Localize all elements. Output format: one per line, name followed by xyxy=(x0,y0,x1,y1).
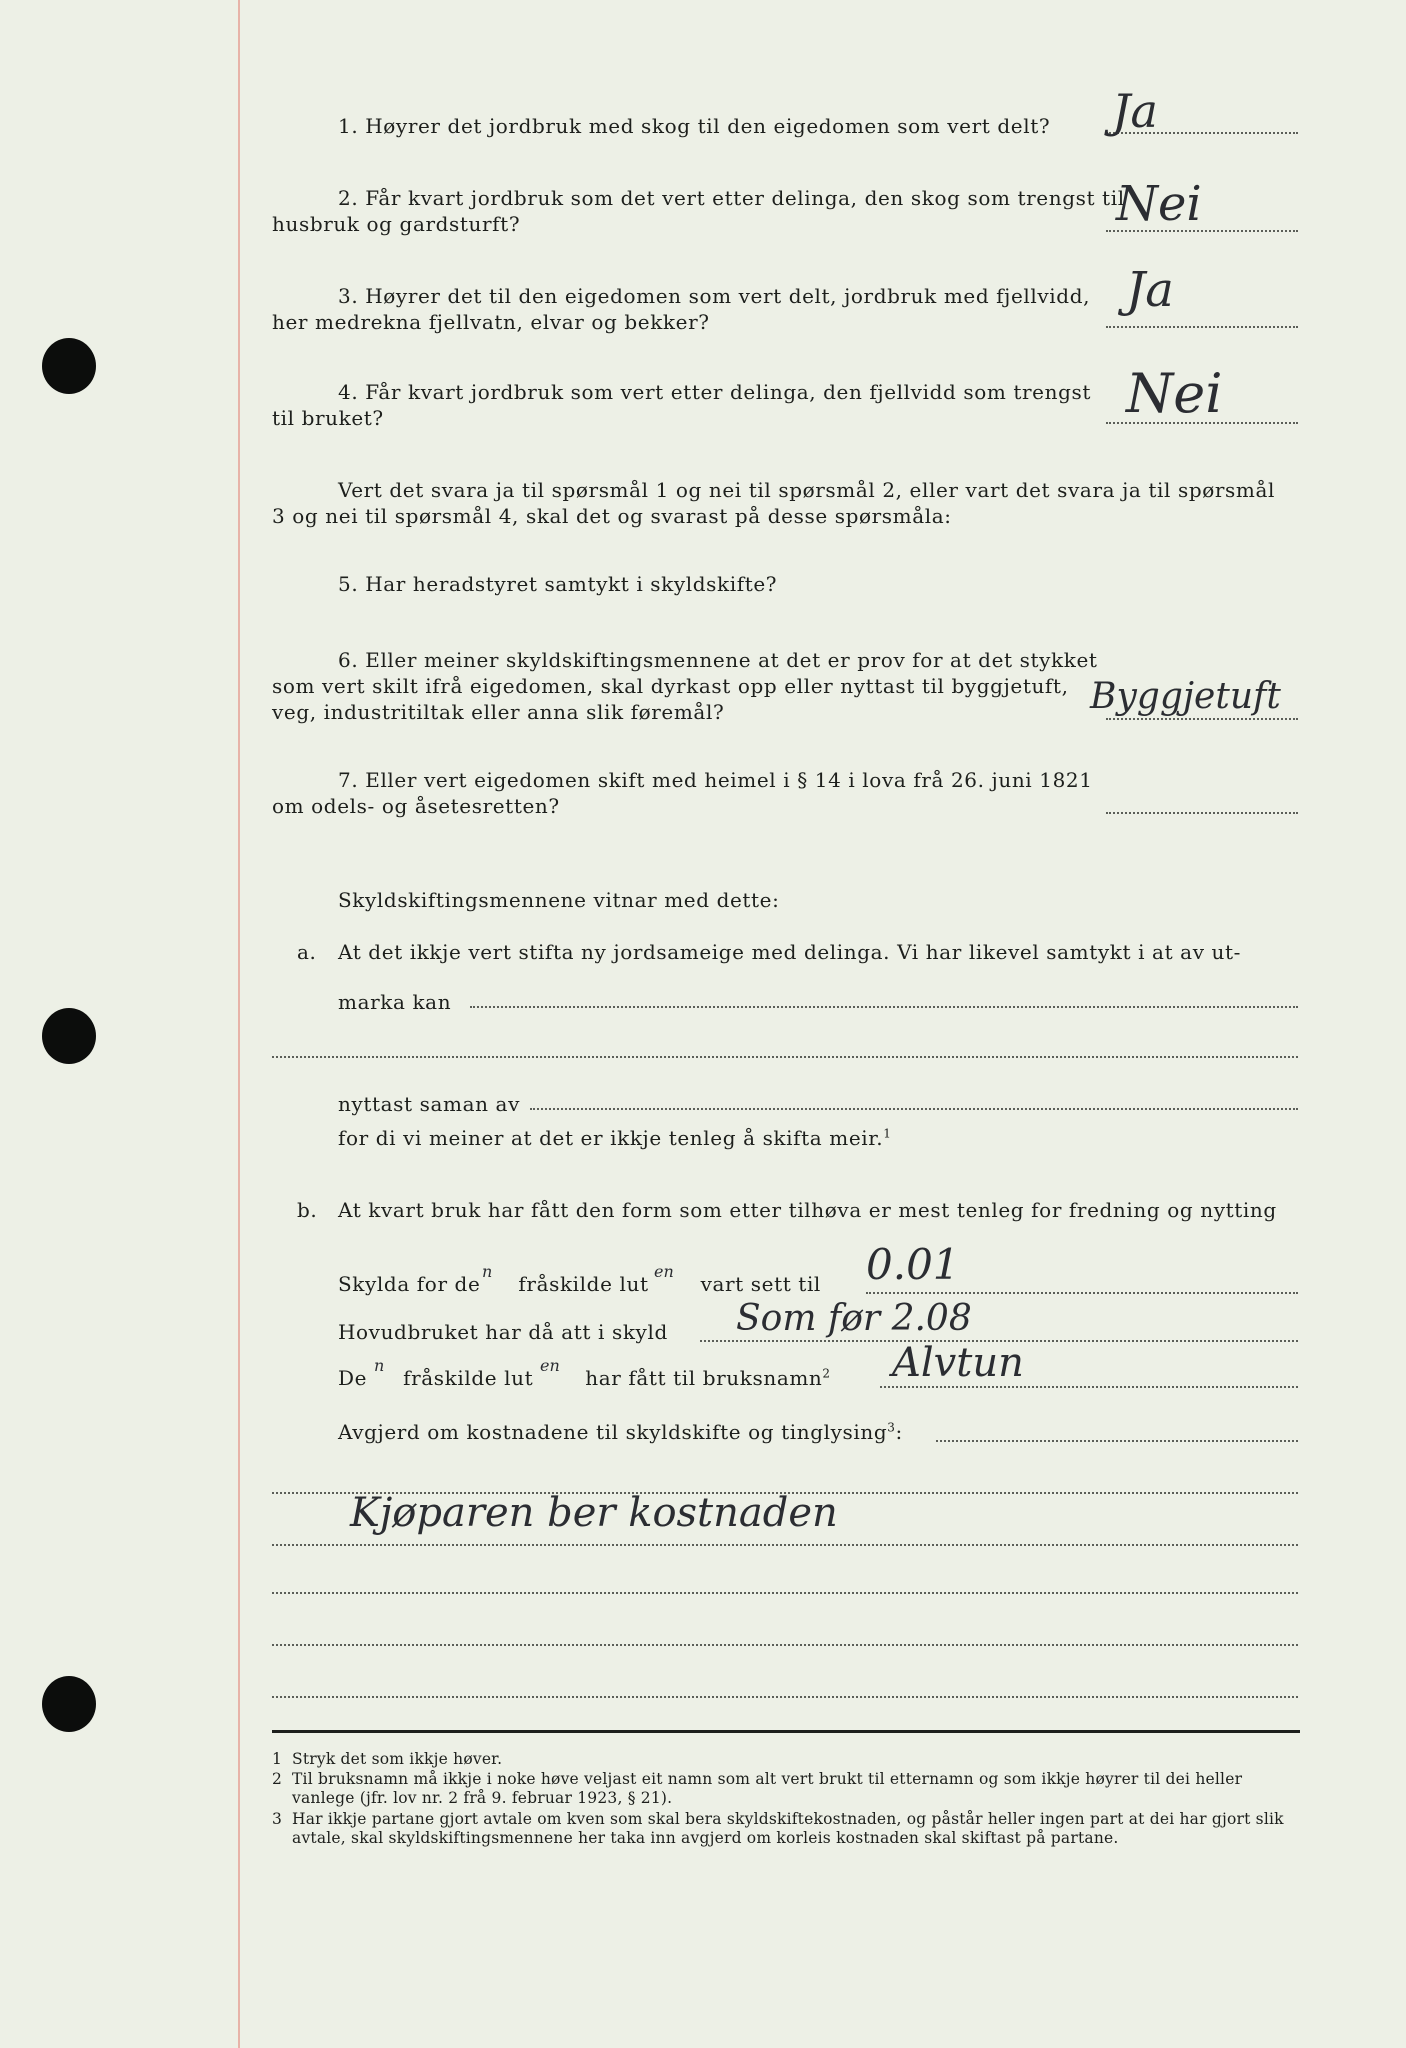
answer-line-3[interactable] xyxy=(1106,326,1298,328)
punch-hole-top xyxy=(42,338,96,394)
skyld-line-3-a: De xyxy=(338,1366,368,1390)
cost-value: Kjøparen ber kostnaden xyxy=(350,1490,838,1536)
footnote-1 xyxy=(272,1750,1302,1769)
footnote-1-num: 1 xyxy=(272,1750,283,1768)
item-b-line-1: At kvart bruk har fått den form som etter tilhøva er mest tenleg for fredning og nytting xyxy=(338,1198,1277,1222)
question-4-line-2: til bruket? xyxy=(272,406,384,430)
answer-6: Byggjetuft xyxy=(1090,676,1281,717)
skyld-line-3-c: har fått til bruksnamn xyxy=(585,1366,823,1390)
condition-line-1: Vert det svara ja til spørsmål 1 og nei til spørsmål 2, eller vart det svara ja til spørsmål xyxy=(338,478,1275,502)
question-1: 1. Høyrer det jordbruk med skog til den eigedomen som vert delt? xyxy=(338,114,1051,138)
skyld-line-4 xyxy=(338,1418,903,1446)
skyld-insert-n-2: n xyxy=(374,1356,385,1375)
skyld-line-3-b: fråskilde lut xyxy=(403,1366,534,1390)
item-a-line-4 xyxy=(338,1124,891,1152)
question-5: 5. Har heradstyret samtykt i skyldskifte? xyxy=(338,572,778,596)
footnote-ref-3: 3 xyxy=(887,1420,896,1435)
question-2-line-2: husbruk og gardsturft? xyxy=(272,212,521,236)
utmarka-line-2[interactable] xyxy=(272,1056,1298,1058)
question-3-line-2: her medrekna fjellvatn, elvar og bekker? xyxy=(272,310,710,334)
footnote-2-num: 2 xyxy=(272,1770,283,1788)
footnote-3-num: 3 xyxy=(272,1810,283,1828)
answer-line-7[interactable] xyxy=(1106,812,1298,814)
condition-line-2: 3 og nei til spørsmål 4, skal det og svarast på desse spørsmåla: xyxy=(272,504,952,528)
cost-line-4[interactable] xyxy=(272,1644,1298,1646)
skyld-insert-en-2: en xyxy=(540,1356,560,1375)
question-6-line-3: veg, industritiltak eller anna slik føremål? xyxy=(272,700,725,724)
question-6-line-1: 6. Eller meiner skyldskiftingsmennene at det er prov for at det stykket xyxy=(338,648,1098,672)
question-6-line-2: som vert skilt ifrå eigedomen, skal dyrkast opp eller nyttast til byggjetuft, xyxy=(272,674,1069,698)
bruksnamn-line[interactable] xyxy=(880,1386,1298,1388)
bruksnamn-value: Alvtun xyxy=(892,1340,1024,1386)
answer-4: Nei xyxy=(1126,362,1223,425)
item-a-line-4-text: for di vi meiner at det er ikkje tenleg å skifta meir. xyxy=(338,1126,884,1150)
hovudbruk-value: Som før 2.08 xyxy=(736,1298,972,1339)
skyld-insert-en-1: en xyxy=(654,1262,674,1281)
punch-hole-bottom xyxy=(42,1676,96,1732)
cost-line-2[interactable] xyxy=(272,1544,1298,1546)
skyld-line-4-text: Avgjerd om kostnadene til skyldskifte og tinglysing xyxy=(338,1420,888,1444)
cost-line-3[interactable] xyxy=(272,1592,1298,1594)
item-a-line-1: At det ikkje vert stifta ny jordsameige med delinga. Vi har likevel samtykt i at av ut- xyxy=(338,940,1242,964)
skyld-line-1-c: vart sett til xyxy=(700,1272,821,1296)
skyld-line-3 xyxy=(338,1364,831,1392)
item-a-label: a. xyxy=(297,940,317,964)
skyld-line-2: Hovudbruket har då att i skyld xyxy=(338,1320,668,1344)
answer-line-6[interactable] xyxy=(1106,718,1298,720)
question-7-line-2: om odels- og åsetesretten? xyxy=(272,794,560,818)
question-3-line-1: 3. Høyrer det til den eigedomen som vert delt, jordbruk med fjellvidd, xyxy=(338,284,1091,308)
footnote-3 xyxy=(272,1810,1302,1848)
question-2-line-1: 2. Får kvart jordbruk som det vert etter delinga, den skog som trengst til xyxy=(338,186,1125,210)
item-a-line-2: marka kan xyxy=(338,990,452,1014)
cost-line-5[interactable] xyxy=(272,1696,1298,1698)
punch-hole-middle xyxy=(42,1008,96,1064)
item-b-label: b. xyxy=(297,1198,318,1222)
avgjerd-line[interactable] xyxy=(936,1440,1298,1442)
skyld-line-1-a: Skylda for de xyxy=(338,1272,481,1296)
question-4-line-1: 4. Får kvart jordbruk som vert etter delinga, den fjellvidd som trengst xyxy=(338,380,1091,404)
footnote-2-text: Til bruksnamn må ikkje i noke høve veljast eit namn som alt vert brukt til etternamn og som ikkje høyrer til dei heller vanlege (jfr. lov nr. 2 frå 9. februar 1923, § 21). xyxy=(292,1770,1243,1807)
answer-3: Ja xyxy=(1126,262,1174,318)
skyld-line-1-b: fråskilde lut xyxy=(518,1272,649,1296)
question-7-line-1: 7. Eller vert eigedomen skift med heimel i § 14 i lova frå 26. juni 1821 xyxy=(338,768,1093,792)
skyld-value-line[interactable] xyxy=(866,1292,1298,1294)
footnote-3-text: Har ikkje partane gjort avtale om kven som skal bera skyldskiftekostnaden, og påstår heller ingen part at dei har gjort slik avtale, skal skyldskiftingsmennene her taka inn avgjerd om korleis kostnaden skal skiftast på partane. xyxy=(292,1810,1284,1847)
answer-1: Ja xyxy=(1112,84,1158,138)
witness-intro: Skyldskiftingsmennene vitnar med dette: xyxy=(338,888,780,912)
answer-2: Nei xyxy=(1116,176,1202,232)
item-a-line-3: nyttast saman av xyxy=(338,1092,520,1116)
skyld-insert-n-1: n xyxy=(482,1262,493,1281)
nyttast-line[interactable] xyxy=(530,1108,1298,1110)
utmarka-line[interactable] xyxy=(470,1006,1298,1008)
footnote-rule xyxy=(272,1730,1300,1733)
skyld-line-4-colon: : xyxy=(895,1420,903,1444)
footnote-ref-2: 2 xyxy=(822,1366,831,1381)
footnote-1-text: Stryk det som ikkje høver. xyxy=(292,1750,503,1768)
margin-line xyxy=(238,0,240,2048)
skyld-line-1 xyxy=(338,1270,821,1298)
footnote-2 xyxy=(272,1770,1302,1808)
skyld-value: 0.01 xyxy=(866,1240,960,1289)
footnote-ref-1: 1 xyxy=(883,1126,892,1141)
